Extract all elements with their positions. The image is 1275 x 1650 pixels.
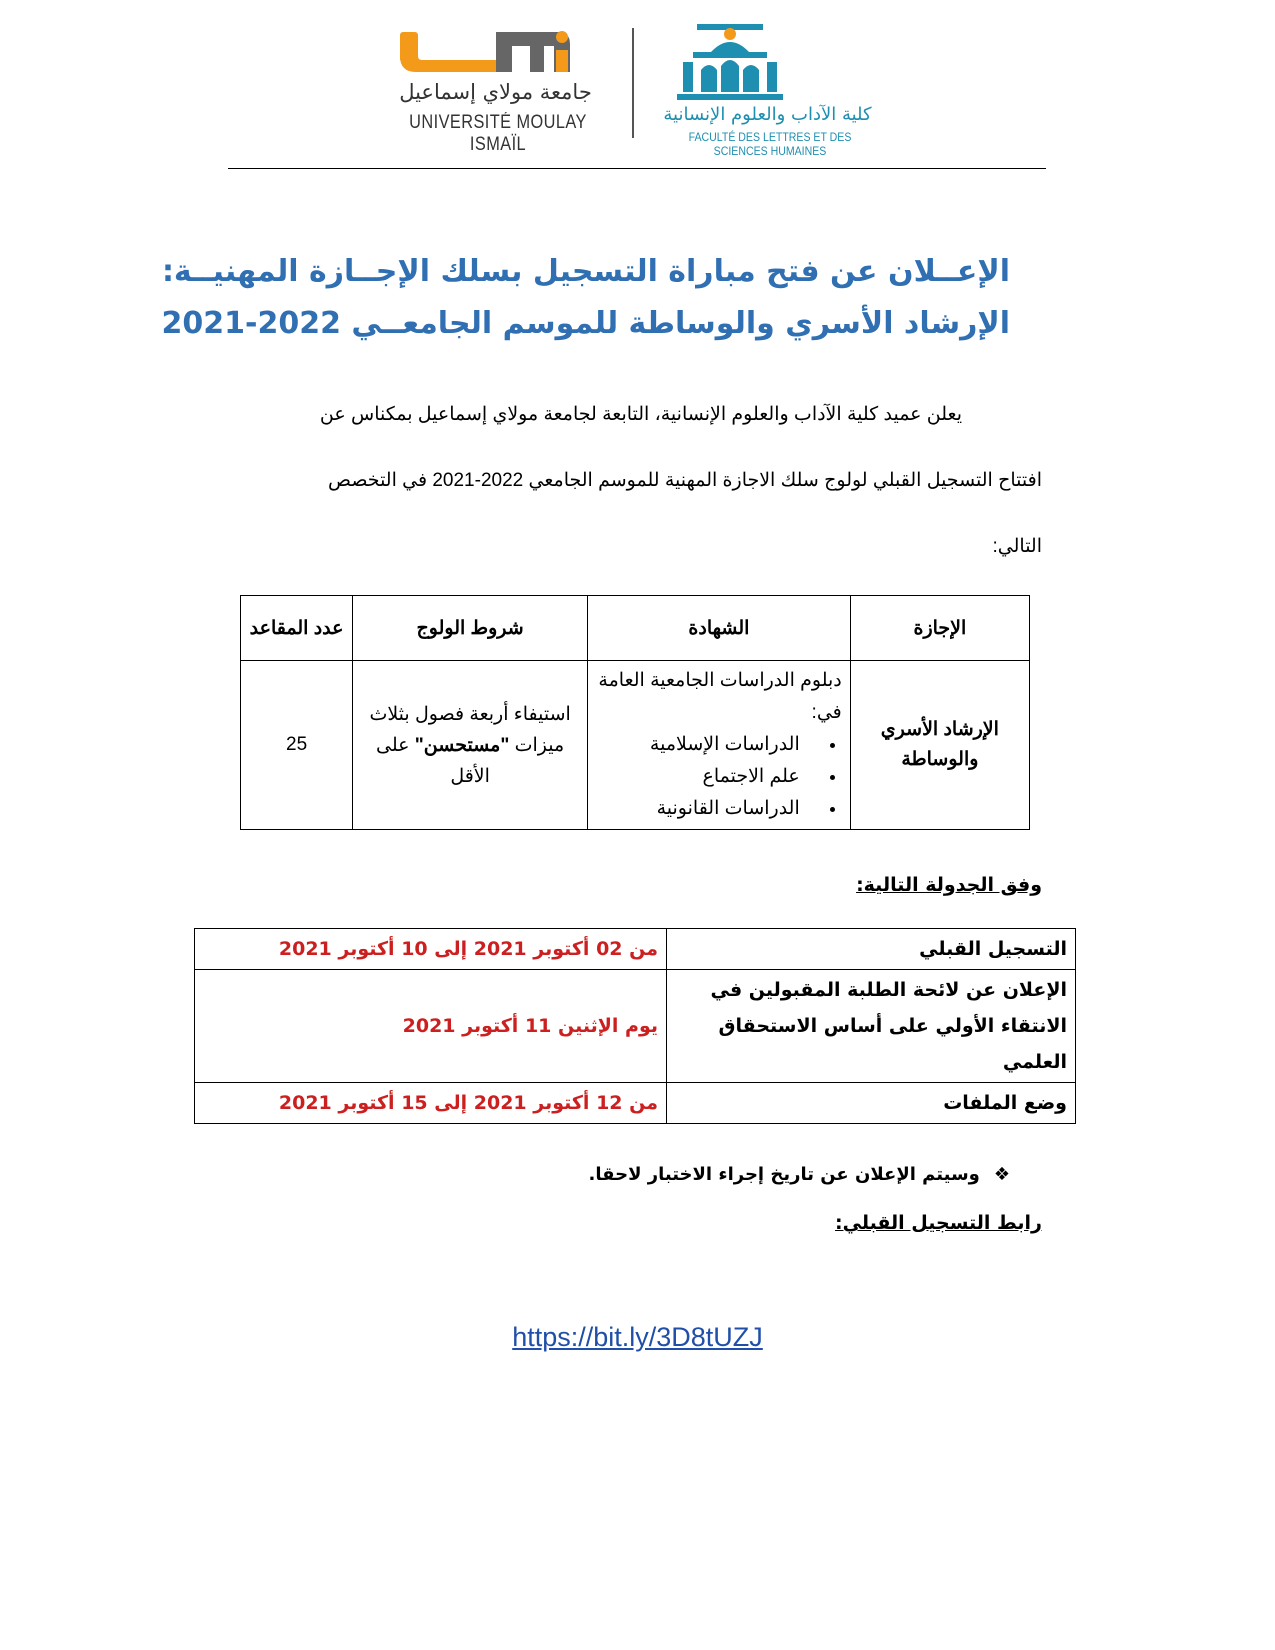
umi-name-arabic: جامعة مولاي إسماعيل	[399, 80, 592, 104]
specialty-table	[240, 595, 1030, 830]
conditions-tail: على الأقل	[376, 734, 490, 787]
certificate-cell	[588, 661, 851, 830]
header-rule	[228, 168, 1046, 169]
schedule-label: وضع الملفات	[667, 1083, 1076, 1124]
schedule-table	[194, 928, 1076, 1124]
title-line-2: الإرشاد الأسري والوساطة للموسم الجامعــي 2022-2021	[161, 306, 1010, 341]
faculty-building-icon	[675, 22, 785, 102]
seats-count: 25	[241, 661, 353, 830]
umi-logo-mark	[398, 28, 578, 78]
list-item: • الدراسات الإسلامية	[592, 729, 818, 761]
conditions-cell	[353, 661, 588, 830]
header-certificate: الشهادة	[588, 596, 851, 661]
faculty-logo	[655, 22, 890, 158]
schedule-label: التسجيل القبلي	[667, 929, 1076, 970]
header-seats: عدد المقاعد	[241, 596, 353, 661]
umi-name-french: UNIVERSITÉ MOULAY ISMAÏL	[409, 112, 587, 155]
diamond-bullet-icon: ❖	[993, 1164, 1010, 1185]
faculty-name-arabic: كلية الآداب والعلوم الإنسانية	[663, 104, 872, 125]
specialty-table-header	[241, 596, 1030, 661]
registration-label: رابط التسجيل القبلي:	[835, 1212, 1042, 1234]
exam-note	[540, 1164, 1010, 1185]
table-row	[195, 970, 1076, 1083]
intro-line-1: يعلن عميد كلية الآداب والعلوم الإنسانية، التابعة لجامعة مولاي إسماعيل بمكناس عن	[319, 404, 962, 425]
schedule-label: الإعلان عن لائحة الطلبة المقبولين في الانتقاء الأولي على أساس الاستحقاق العلمي	[667, 970, 1076, 1083]
conditions-grade: "مستحسن"	[414, 734, 510, 756]
list-item: • علم الاجتماع	[592, 761, 818, 793]
table-row	[195, 1083, 1076, 1124]
header-licence: الإجازة	[850, 596, 1029, 661]
intro-line-3: التالي:	[992, 536, 1042, 557]
schedule-date: من 12 أكتوبر 2021 إلى 15 أكتوبر 2021	[195, 1083, 667, 1124]
certificate-list	[592, 729, 842, 825]
registration-link[interactable]: https://bit.ly/3D8tUZJ	[512, 1322, 763, 1352]
umi-logo	[388, 28, 608, 155]
announcement-title	[161, 246, 1010, 350]
intro-line-2: افتتاح التسجيل القبلي لولوج سلك الاجازة المهنية للموسم الجامعي 2022-2021 في التخصص	[328, 470, 1042, 491]
header-conditions: شروط الولوج	[353, 596, 588, 661]
logo-divider	[632, 28, 634, 138]
schedule-heading: وفق الجدولة التالية:	[856, 874, 1042, 896]
list-item: • الدراسات القانونية	[592, 793, 818, 825]
certificate-intro: دبلوم الدراسات الجامعية العامة في:	[598, 670, 842, 723]
schedule-date: من 02 أكتوبر 2021 إلى 10 أكتوبر 2021	[195, 929, 667, 970]
exam-note-text: وسيتم الإعلان عن تاريخ إجراء الاختبار لاحقا.	[588, 1164, 980, 1185]
table-row	[195, 929, 1076, 970]
conditions-text: استيفاء أربعة فصول بثلاث ميزات	[369, 703, 571, 756]
intro-paragraph	[238, 382, 1042, 580]
faculty-name-french: FACULTÉ DES LETTRES ET DES SCIENCES HUMAINES	[688, 130, 852, 158]
title-line-1: الإعــلان عن فتح مباراة التسجيل بسلك الإجــازة المهنيــة:	[161, 254, 1010, 289]
schedule-date: يوم الإثنين 11 أكتوبر 2021	[195, 970, 667, 1083]
licence-name: الإرشاد الأسري والوساطة	[850, 661, 1029, 830]
table-row	[241, 661, 1030, 830]
